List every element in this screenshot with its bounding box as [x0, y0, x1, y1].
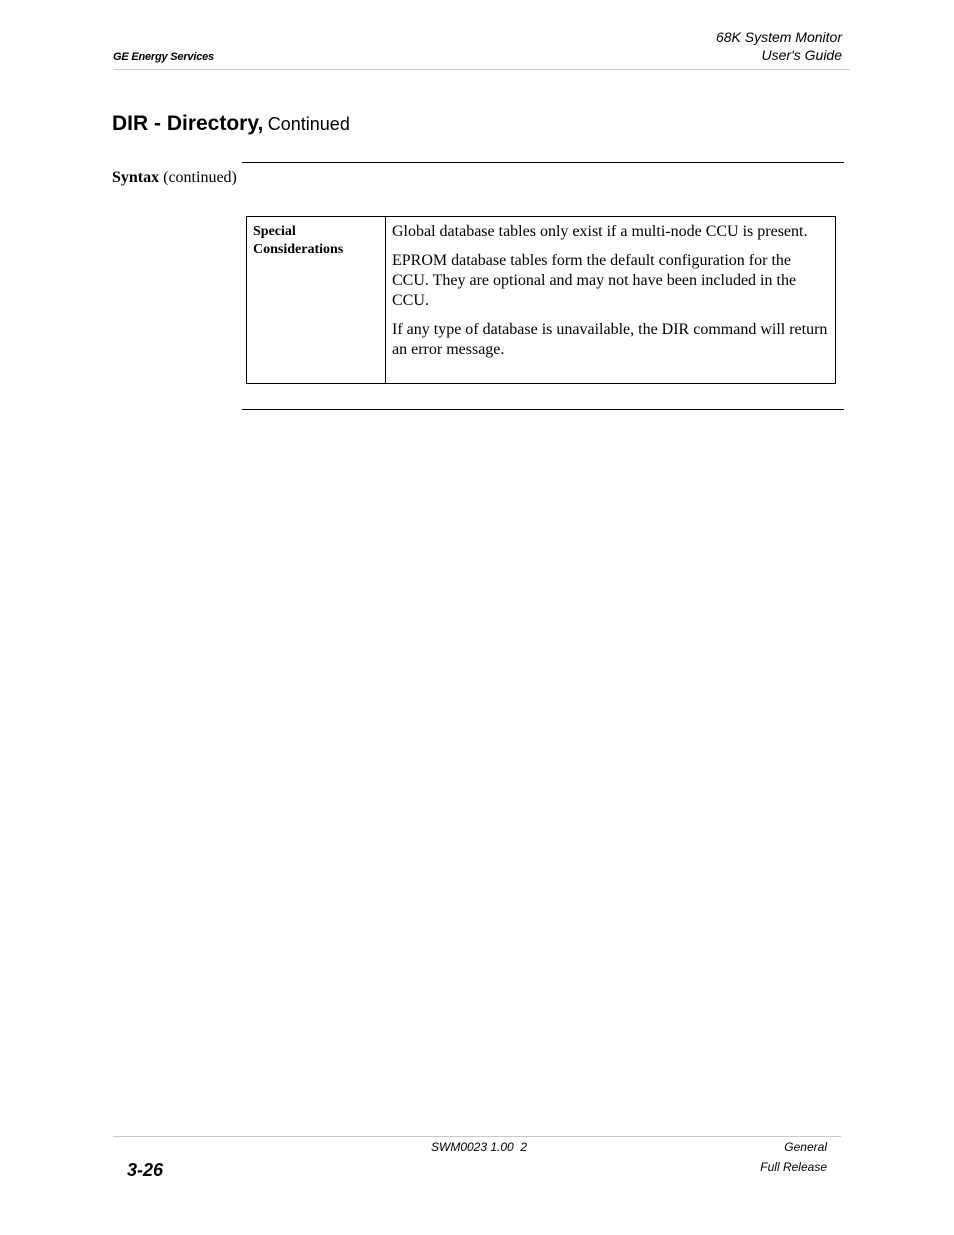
- document-title: [716, 28, 842, 64]
- section-top-rule: [242, 162, 844, 163]
- subsection-label-rest: (continued): [163, 169, 237, 186]
- footer-divider: [113, 1136, 841, 1137]
- document-title-line2: User's Guide: [761, 47, 842, 63]
- company-name: GE Energy Services: [113, 51, 214, 63]
- document-title-line1: 68K System Monitor: [715, 29, 842, 45]
- table-paragraph: EPROM database tables form the default configuration for the CCU. They are optional and may not have been included in the CCU.: [392, 252, 797, 309]
- table-label-cell: [247, 217, 386, 383]
- table-row-label-line1: Special: [253, 224, 296, 239]
- considerations-table: [246, 216, 836, 384]
- table-row-label: [253, 223, 343, 259]
- table-row-label-line2: Considerations: [253, 242, 344, 257]
- footer-classification: General: [784, 1140, 827, 1154]
- page-number: 3-26: [127, 1160, 164, 1180]
- page-title-suffix: Continued: [267, 114, 350, 134]
- page-title-main: DIR - Directory,: [112, 112, 264, 135]
- subsection-label-bold: Syntax: [112, 169, 160, 186]
- subsection-label: [112, 169, 237, 187]
- table-content-cell: [392, 222, 830, 369]
- footer-doc-number: SWM0023 1.00 2: [431, 1140, 528, 1154]
- table-paragraph: If any type of database is unavailable, the DIR command will return an error message.: [392, 321, 828, 358]
- table-paragraph: Global database tables only exist if a multi-node CCU is present.: [392, 223, 808, 240]
- footer-release: Full Release: [760, 1160, 827, 1174]
- section-bottom-rule: [242, 409, 844, 410]
- header-divider: [113, 69, 850, 70]
- page-title: [112, 112, 350, 136]
